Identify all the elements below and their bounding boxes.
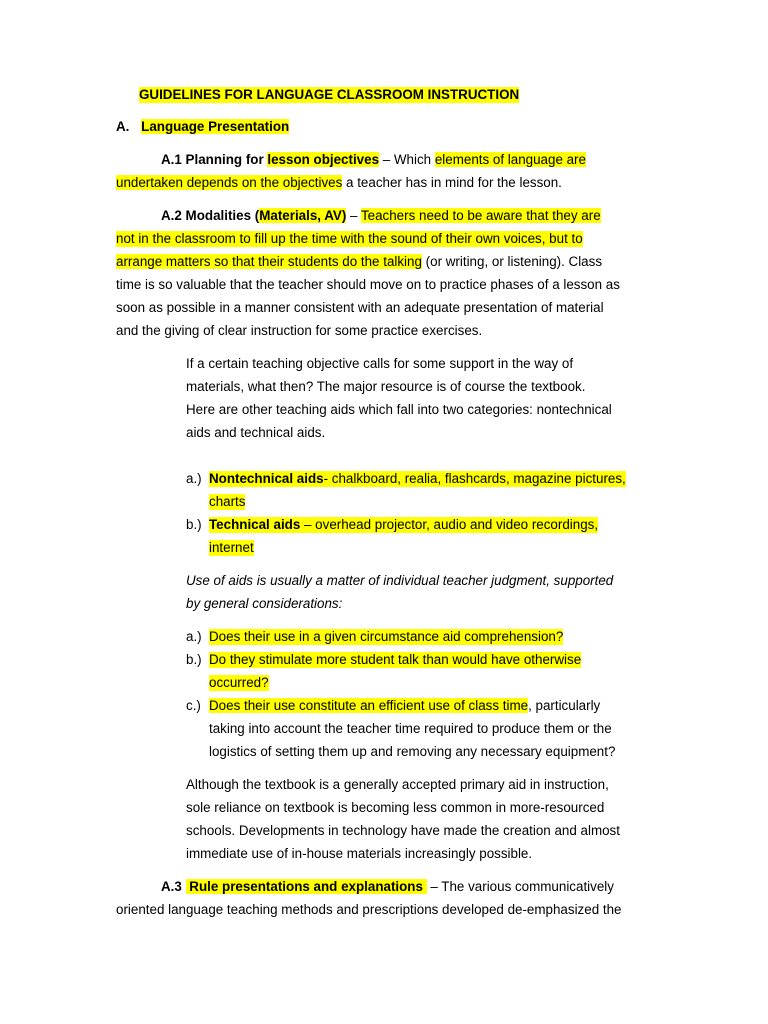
a2-dash: – (346, 208, 361, 223)
a3-topic: Rule presentations and explanations (185, 879, 427, 894)
question-b: Do they stimulate more student talk than would have otherwise (209, 652, 582, 667)
section-a-label: A. (116, 119, 130, 134)
aid-desc-a: - chalkboard, realia, flashcards, magazine pictures, (323, 471, 626, 486)
a2-line-1 (161, 208, 601, 224)
aid-term-a: Nontechnical aids (209, 471, 324, 486)
aid-marker-a: a.) (186, 471, 202, 486)
a3-number: A.3 (161, 879, 186, 894)
a2-highlight-1: Teachers need to be aware that they are (360, 208, 601, 223)
a2-number: A.2 Modalities ( (161, 208, 260, 223)
aid-item-b (209, 517, 598, 533)
a2-line-6: and the giving of clear instruction for some practice exercises. (116, 323, 483, 338)
a1-dash: – Which (379, 152, 435, 167)
aid-term-b: Technical aids (209, 517, 301, 532)
question-c-cont-2: logistics of setting them up and removing any necessary equipment? (209, 744, 616, 759)
question-b-cont: occurred? (209, 675, 269, 690)
a2-line-2: not in the classroom to fill up the time with the sound of their own voices, but to (116, 231, 583, 246)
a1-line-2 (116, 175, 562, 191)
a2-line-4: time is so valuable that the teacher should move on to practice phases of a lesson as (116, 277, 620, 292)
a1-line-1 (161, 152, 586, 168)
aid-item-a (209, 471, 626, 487)
a1-line-2-rest: a teacher has in mind for the lesson. (342, 175, 562, 190)
document-title: GUIDELINES FOR LANGUAGE CLASSROOM INSTRUCTION (139, 87, 520, 102)
question-c-rest: , particularly (528, 698, 601, 713)
question-marker-c: c.) (186, 698, 201, 713)
question-a: Does their use in a given circumstance aid comprehension? (209, 629, 564, 644)
question-marker-b: b.) (186, 652, 202, 667)
question-c-highlight: Does their use constitute an efficient use of class time (209, 698, 529, 713)
materials-line-1: If a certain teaching objective calls for some support in the way of (186, 356, 574, 371)
textbook-line-1: Although the textbook is a generally accepted primary aid in instruction, (186, 777, 609, 792)
aid-marker-b: b.) (186, 517, 202, 532)
materials-line-2: materials, what then? The major resource is of course the textbook. (186, 379, 586, 394)
question-marker-a: a.) (186, 629, 202, 644)
a2-highlight-3: arrange matters so that their students do the talking (116, 254, 422, 269)
question-c (209, 698, 600, 714)
italic-line-1: Use of aids is usually a matter of individual teacher judgment, supported (186, 573, 614, 588)
question-c-cont-1: taking into account the teacher time required to produce them or the (209, 721, 612, 736)
aid-cont-b: internet (209, 540, 254, 555)
a2-line-3 (116, 254, 602, 270)
a3-rest: – The various communicatively (426, 879, 614, 894)
aid-cont-a: charts (209, 494, 246, 509)
a2-line-3-rest: (or writing, or listening). Class (421, 254, 603, 269)
a1-highlight-1: elements of language are (434, 152, 586, 167)
a2-line-5: soon as possible in a manner consistent with an adequate presentation of material (116, 300, 604, 315)
a1-topic: lesson objectives (267, 152, 380, 167)
textbook-line-2: sole reliance on textbook is becoming less common in more-resourced (186, 800, 605, 815)
aid-desc-b: – overhead projector, audio and video recordings, (300, 517, 599, 532)
section-a-heading (116, 119, 289, 135)
italic-line-2: by general considerations: (186, 596, 343, 611)
textbook-line-3: schools. Developments in technology have made the creation and almost (186, 823, 620, 838)
materials-line-4: aids and technical aids. (186, 425, 326, 440)
a3-line-2: oriented language teaching methods and prescriptions developed de-emphasized the (116, 902, 622, 917)
section-a-title: Language Presentation (141, 119, 290, 134)
a3-line-1 (161, 879, 614, 895)
materials-line-3: Here are other teaching aids which fall into two categories: nontechnical (186, 402, 612, 417)
a1-number: A.1 Planning for (161, 152, 268, 167)
a2-topic: Materials, AV) (259, 208, 347, 223)
textbook-line-4: immediate use of in-house materials increasingly possible. (186, 846, 533, 861)
a1-highlight-2: undertaken depends on the objectives (116, 175, 343, 190)
